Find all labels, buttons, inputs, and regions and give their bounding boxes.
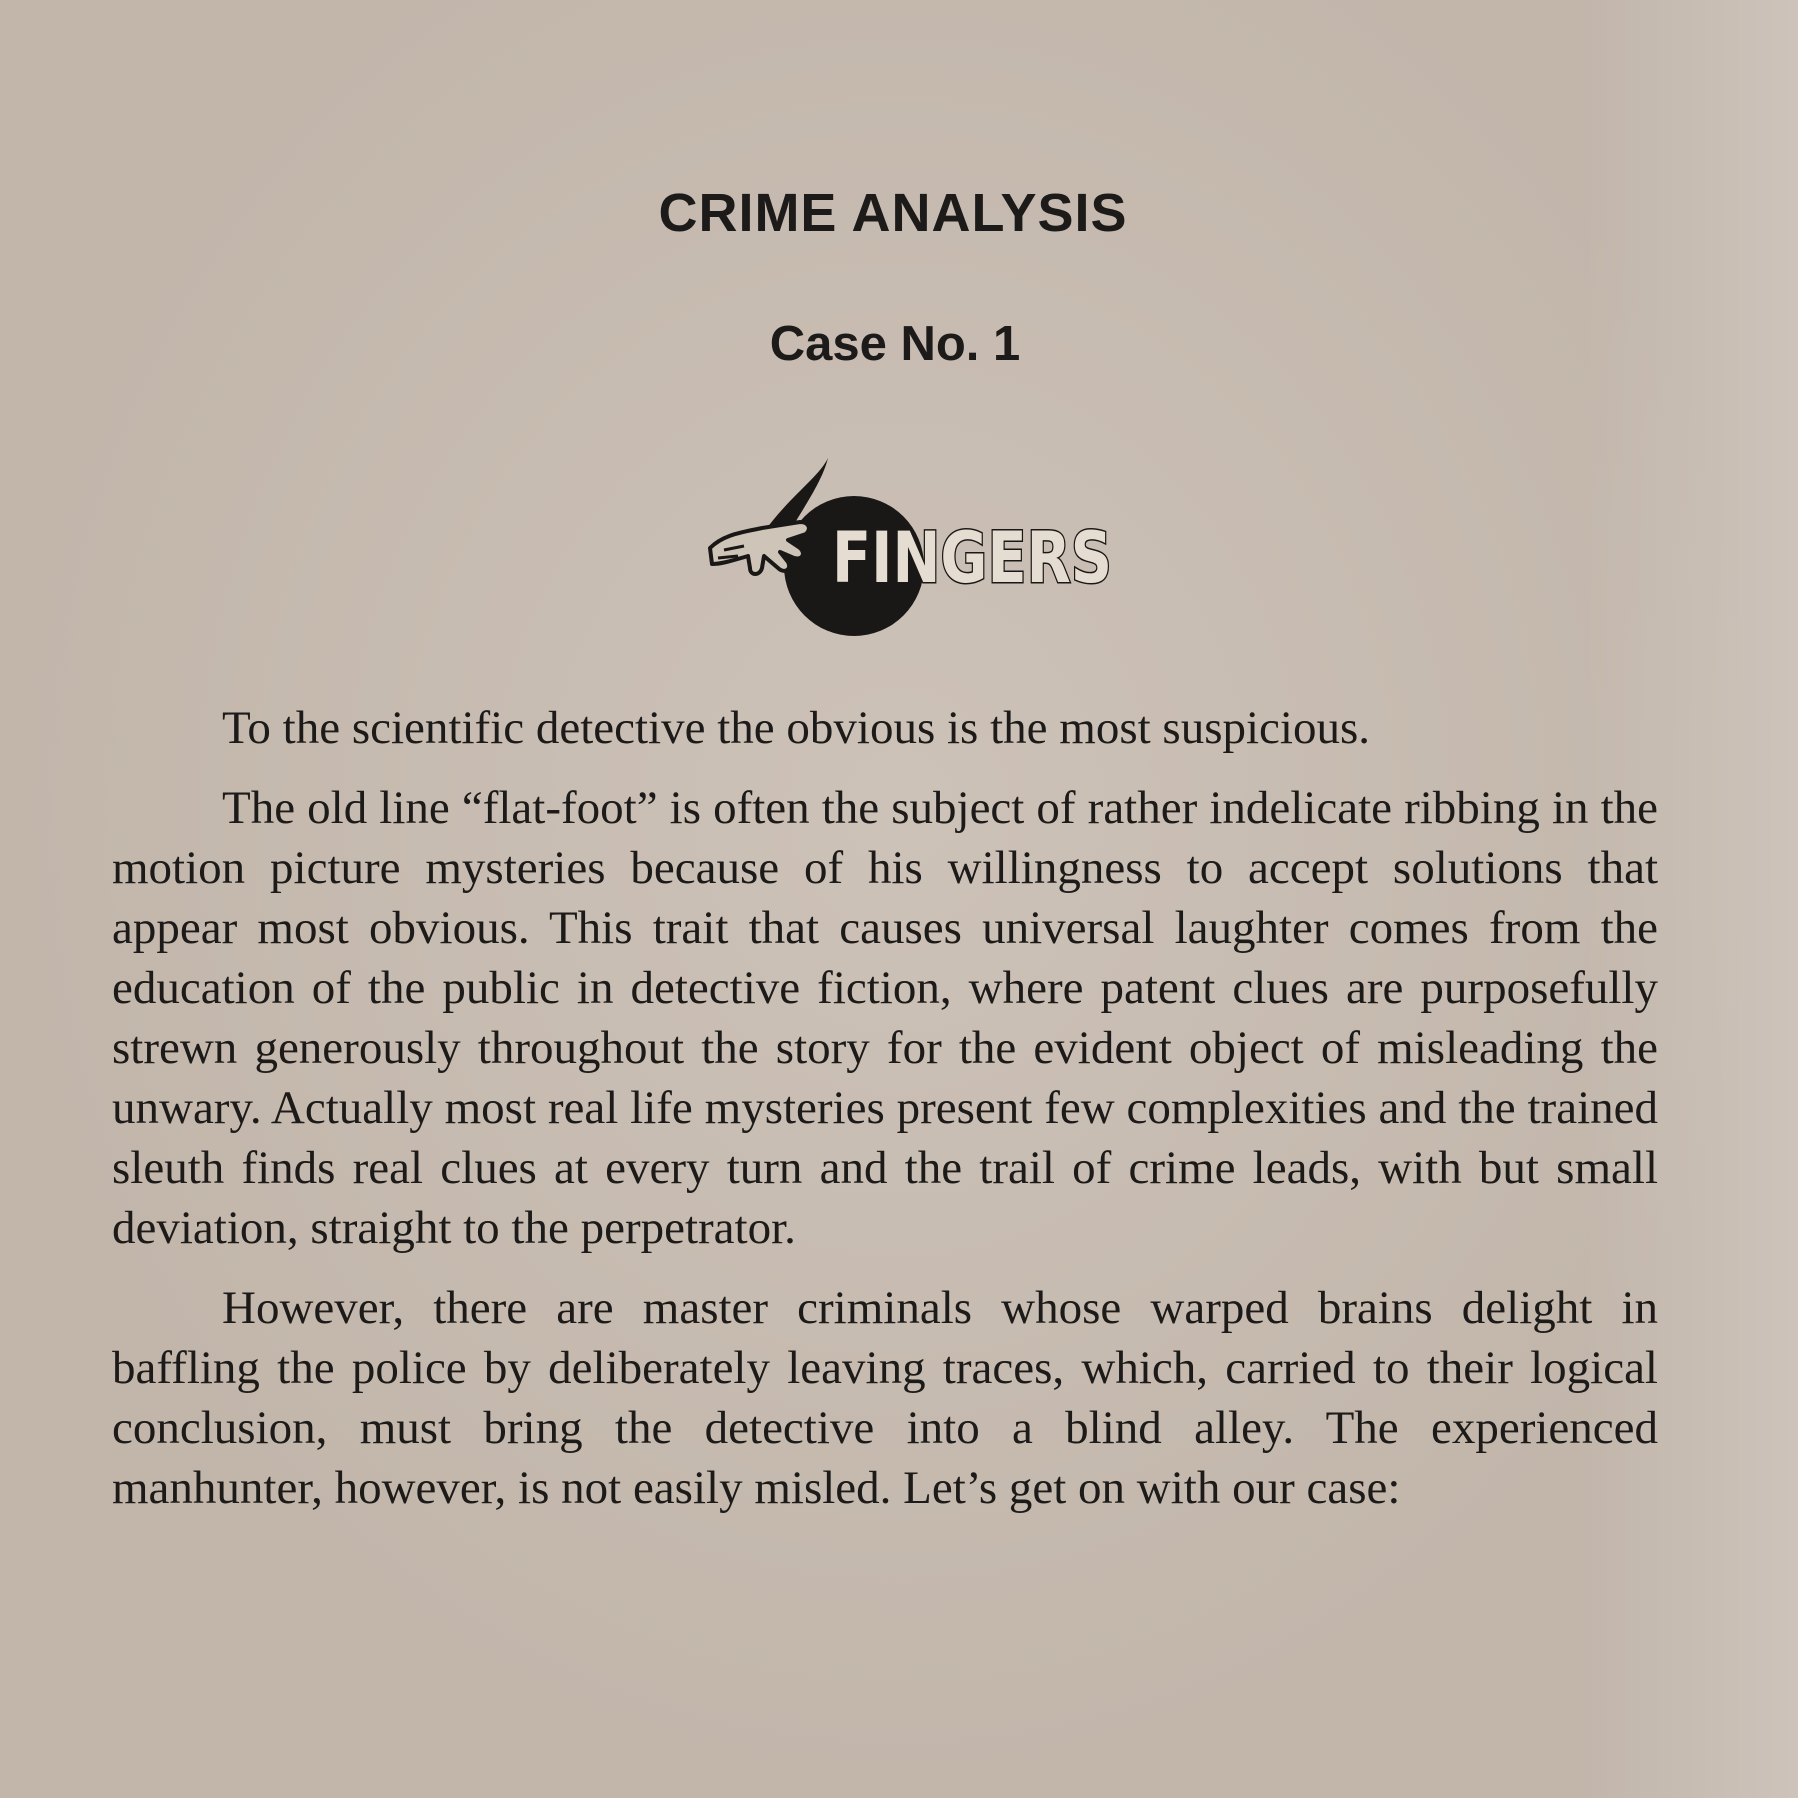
- logo-text: FINGERS: [832, 517, 1112, 599]
- hand-holding-bomb-icon: [704, 452, 1124, 652]
- paragraph-flat-foot: The old line “flat-foot” is often the subject of rather indelicate ribbing in the motion picture mysteries because of his willingness to accept solutions that appear most obvious. This trait that causes universal laughter comes from the education of the public in detective fiction, where patent clues are purposefully strewn generously throughout the story for the evident object of misleading the unwary. Actually most real life mysteries present few complexities and the trained sleuth finds real clues at every turn and the trail of crime leads, with but small deviation, straight to the perpetrator.: [112, 782, 1658, 1254]
- page-title: CRIME ANALYSIS: [658, 183, 1128, 243]
- case-number: Case No. 1: [769, 317, 1021, 371]
- paragraph-intro: To the scientific detective the obvious is the most suspicious.: [222, 702, 1371, 754]
- article-body: [112, 698, 1658, 1538]
- fingers-logo: [704, 452, 1124, 652]
- paragraph-master-criminals: However, there are master criminals whose warped brains delight in baffling the police by deliberately leaving traces, which, carried to their logical conclusion, must bring the detective into a blind alley. The experienced manhunter, however, is not easily misled. Let’s get on with our case:: [112, 1282, 1658, 1514]
